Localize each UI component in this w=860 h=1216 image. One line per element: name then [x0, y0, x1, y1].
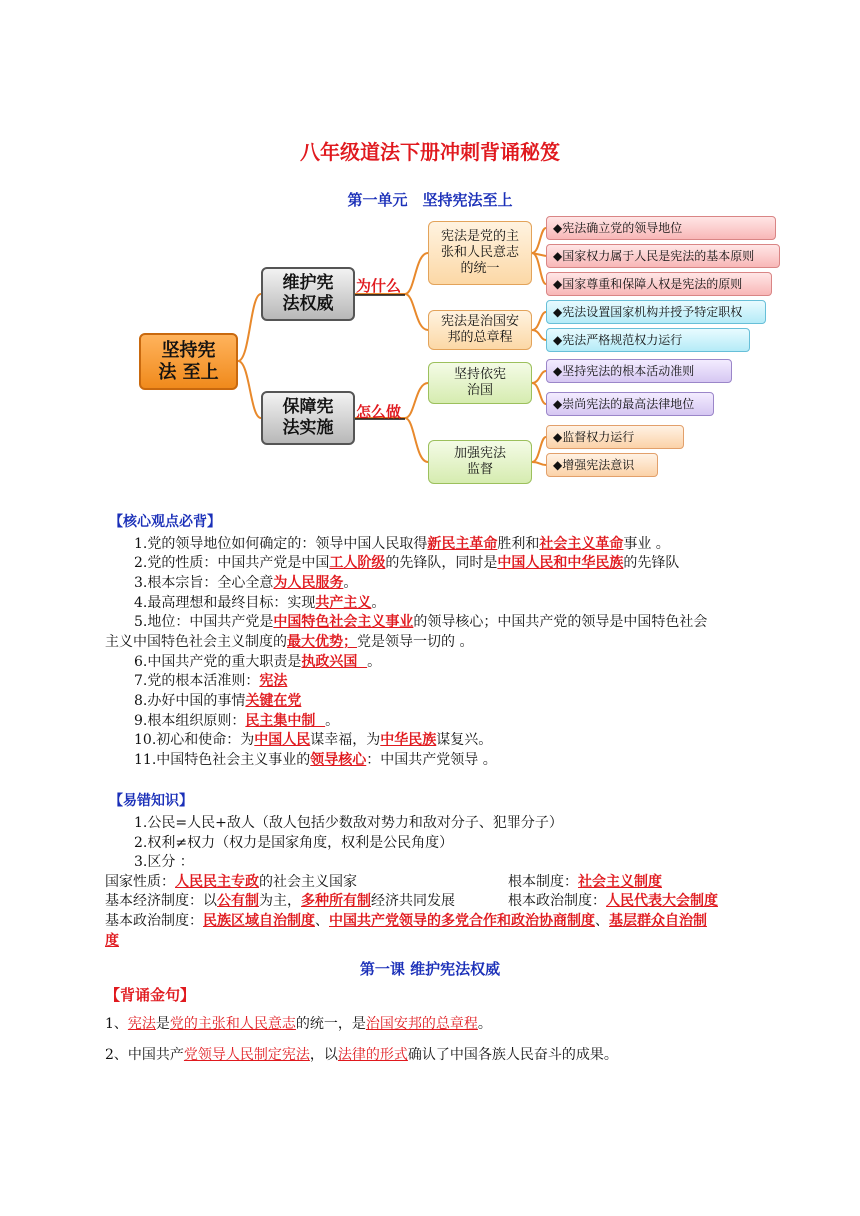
- error-line-3: 3.区分 ：: [134, 854, 194, 870]
- leaf-constitution-awareness: ◆增强宪法意识: [546, 453, 658, 477]
- core-line-7: 7.党的根本活准则：宪法: [134, 673, 288, 689]
- core-line-10: 10.初心和使命：为中国人民谋幸福，为中华民族谋复兴。: [134, 732, 493, 748]
- errors-heading: 【易错知识】: [109, 793, 193, 809]
- core-line-5: 5.地位：中国共产党是中国特色社会主义事业的领导核心；中国共产党的领导是中国特色社会: [134, 614, 708, 630]
- distinguish-row-1-left: 国家性质：人民民主专政的社会主义国家: [105, 874, 357, 890]
- error-line-2: 2.权利≠权力（权力是国家角度，权利是公民角度）: [134, 835, 454, 851]
- sub-node-unity: 宪法是党的主张和人民意志的统一: [428, 221, 532, 285]
- sub-node-supervision: 加强宪法监督: [428, 440, 532, 484]
- leaf-power-belongs-people: ◆国家权力属于人民是宪法的基本原则: [546, 244, 780, 268]
- core-line-9: 9.根本组织原则：民主集中制 。: [134, 713, 340, 729]
- sub-node-rule-by-constitution: 坚持依宪治国: [428, 362, 532, 404]
- leaf-state-organs: ◆宪法设置国家机构并授予特定职权: [546, 300, 766, 324]
- core-line-6: 6.中国共产党的重大职责是执政兴国 。: [134, 654, 382, 670]
- core-line-3: 3.根本宗旨：全心全意为人民服务。: [134, 575, 358, 591]
- leaf-regulate-power: ◆宪法严格规范权力运行: [546, 328, 750, 352]
- why-tag: 为什么: [356, 277, 402, 295]
- core-line-11: 11.中国特色社会主义事业的领导核心：中国共产党领导 。: [134, 752, 497, 768]
- leaf-fundamental-rule: ◆坚持宪法的根本活动准则: [546, 359, 732, 383]
- error-line-1: 1.公民=人民+敌人（敌人包括少数敌对势力和敌对分子、犯罪分子）: [134, 815, 563, 831]
- leaf-supreme-status: ◆崇尚宪法的最高法律地位: [546, 392, 714, 416]
- sub-node-charter: 宪法是治国安邦的总章程: [428, 310, 532, 350]
- golden-sentence-2: 2、中国共产党领导人民制定宪法，以法律的形式确认了中国各族人民奋斗的成果。: [105, 1047, 618, 1063]
- golden-sentence-1: 1、宪法是党的主张和人民意志的统一，是治国安邦的总章程。: [105, 1016, 492, 1032]
- mindmap-branch-guarantee: 保障宪法实施: [261, 391, 355, 445]
- core-line-4: 4.最高理想和最终目标：实现共产主义。: [134, 595, 386, 611]
- distinguish-row-2-left: 基本经济制度：以公有制为主，多种所有制经济共同发展: [105, 893, 455, 909]
- core-line-8: 8.办好中国的事情关键在党: [134, 693, 302, 709]
- distinguish-row-2-right: 根本政治制度：人民代表大会制度: [508, 893, 718, 909]
- mindmap-branch-maintain: 维护宪法权威: [261, 267, 355, 321]
- distinguish-row-1-right: 根本制度：社会主义制度: [508, 874, 662, 890]
- page-title: 八年级道法下册冲刺背诵秘笈: [300, 140, 560, 164]
- leaf-supervise-power: ◆监督权力运行: [546, 425, 684, 449]
- distinguish-row-3-wrap: 度: [105, 933, 119, 949]
- leaf-human-rights: ◆国家尊重和保障人权是宪法的原则: [546, 272, 772, 296]
- core-line-2: 2.党的性质：中国共产党是中国工人阶级的先锋队，同时是中国人民和中华民族的先锋队: [134, 555, 680, 571]
- unit-title: 第一单元 坚持宪法至上: [347, 191, 513, 209]
- core-line-1: 1.党的领导地位如何确定的：领导中国人民取得新民主革命胜利和社会主义革命事业 。: [134, 536, 670, 552]
- distinguish-row-3: 基本政治制度：民族区域自治制度、中国共产党领导的多党合作和政治协商制度、基层群众自治制: [105, 913, 707, 929]
- golden-sentences-heading: 【背诵金句】: [105, 986, 196, 1004]
- core-line-5b: 主义中国特色社会主义制度的最大优势；党是领导一切的 。: [105, 634, 474, 650]
- leaf-party-leadership: ◆宪法确立党的领导地位: [546, 216, 776, 240]
- lesson-title: 第一课 维护宪法权威: [359, 960, 501, 978]
- core-heading: 【核心观点必背】: [109, 514, 221, 530]
- how-tag: 怎么做: [356, 403, 402, 421]
- mindmap-root: 坚持宪法 至上: [139, 333, 238, 390]
